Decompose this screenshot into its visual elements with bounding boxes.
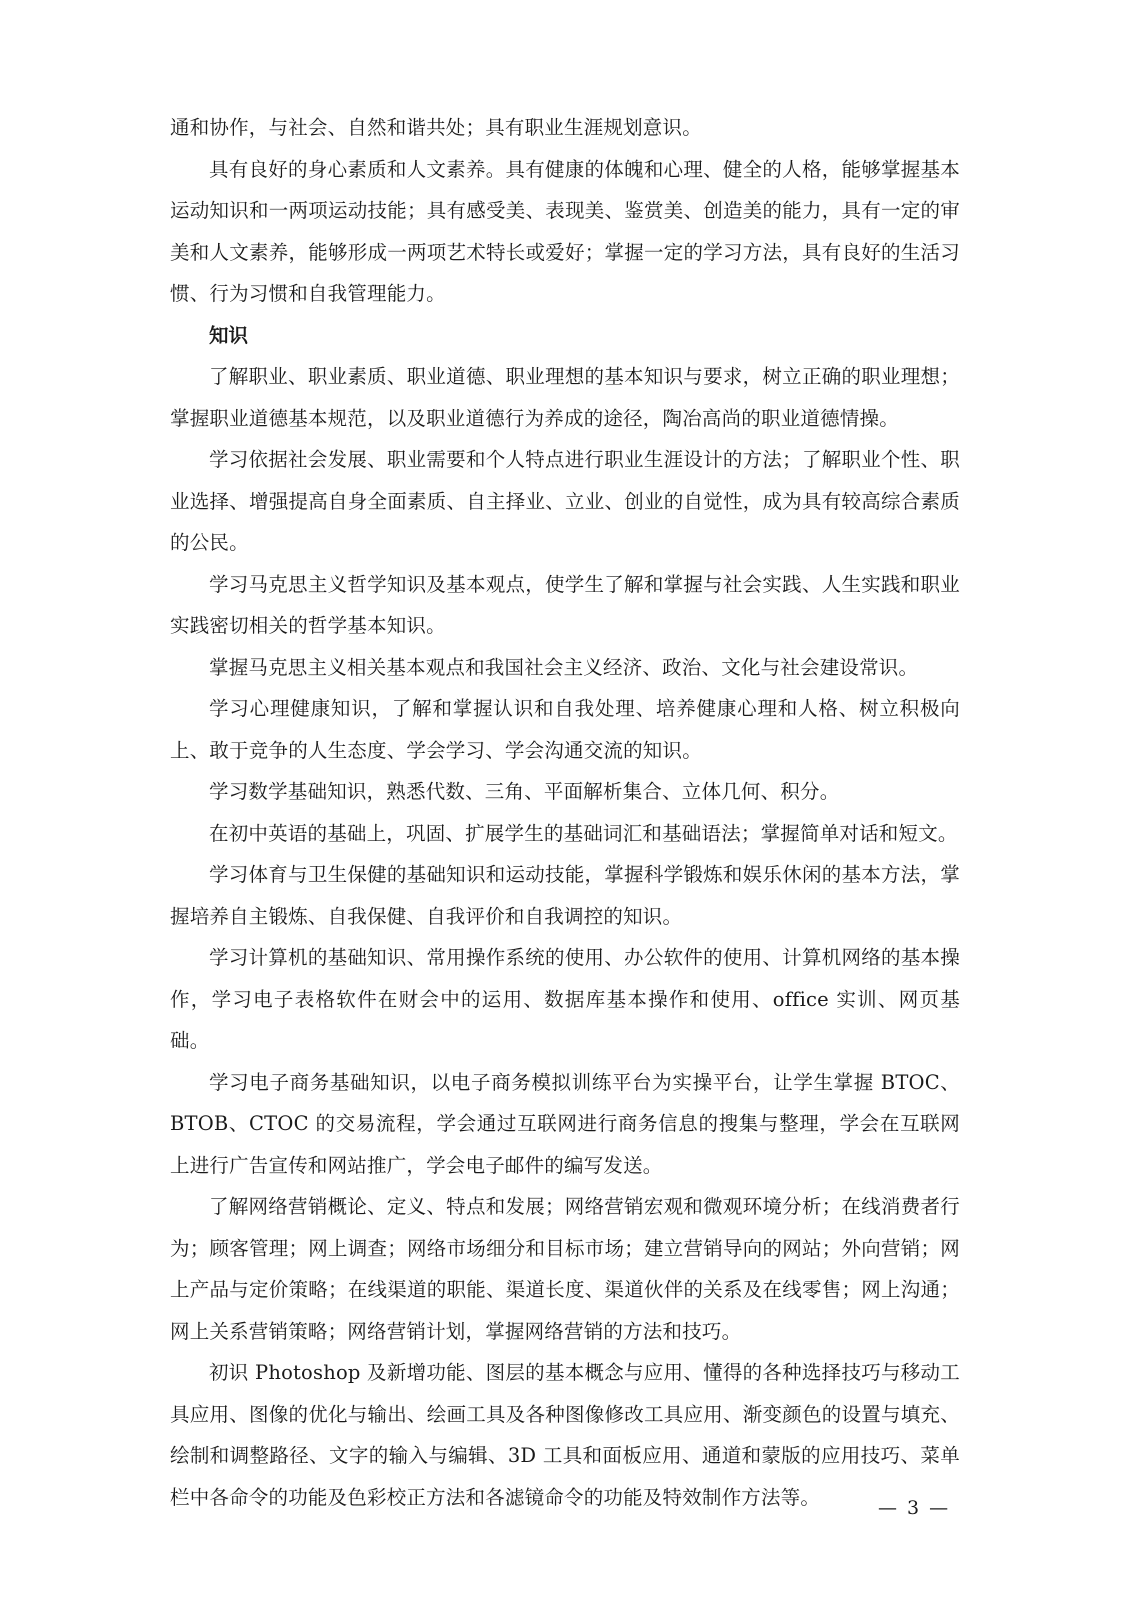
paragraph-ecommerce: 学习电子商务基础知识，以电子商务模拟训练平台为实操平台，让学生掌握 BTOC、BTOB、CTOC 的交易流程，学会通过互联网进行商务信息的搜集与整理，学会在互联网上进行广告宣传和网站推广，学会电子邮件的编写发送。 bbox=[170, 1070, 960, 1177]
paragraph-career-design: 学习依据社会发展、职业需要和个人特点进行职业生涯设计的方法；了解职业个性、职业选择、增强提高自身全面素质、自主择业、立业、创业的自觉性，成为具有较高综合素质的公民。 bbox=[170, 448, 960, 554]
paragraph-computer-basics: 学习计算机的基础知识、常用操作系统的使用、办公软件的使用、计算机网络的基本操作，学习电子表格软件在财会中的运用、数据库基本操作和使用、office 实训、网页基础。 bbox=[170, 946, 960, 1052]
paragraph-network-marketing: 了解网络营销概论、定义、特点和发展；网络营销宏观和微观环境分析；在线消费者行为；顾客管理；网上调查；网络市场细分和目标市场；建立营销导向的网站；外向营销；网上产品与定价策略；在线渠道的职能、渠道长度、渠道伙伴的关系及在线零售；网上沟通；网上关系营销策略；网络营销计划，掌握网络营销的方法和技巧。 bbox=[170, 1195, 960, 1343]
paragraph-continuation: 通和协作，与社会、自然和谐共处；具有职业生涯规划意识。 bbox=[170, 116, 702, 139]
paragraph-math: 学习数学基础知识，熟悉代数、三角、平面解析集合、立体几何、积分。 bbox=[209, 780, 840, 803]
paragraph-english: 在初中英语的基础上，巩固、扩展学生的基础词汇和基础语法；掌握简单对话和短文。 bbox=[209, 821, 958, 845]
paragraph-mental-health: 学习心理健康知识，了解和掌握认识和自我处理、培养健康心理和人格、树立积极向上、敢于竞争的人生态度、学会学习、学会沟通交流的知识。 bbox=[170, 697, 960, 762]
paragraph-body-mind-quality: 具有良好的身心素质和人文素养。具有健康的体魄和心理、健全的人格，能够掌握基本运动知识和一两项运动技能；具有感受美、表现美、鉴赏美、创造美的能力，具有一定的审美和人文素养，能够形成一两项艺术特长或爱好；掌握一定的学习方法，具有良好的生活习惯、行为习惯和自我管理能力。 bbox=[170, 157, 960, 305]
document-body bbox=[170, 107, 960, 1518]
page-number: — 3 — bbox=[878, 1497, 951, 1519]
paragraph-physical-education: 学习体育与卫生保健的基础知识和运动技能，掌握科学锻炼和娱乐休闲的基本方法，掌握培养自主锻炼、自我保健、自我评价和自我调控的知识。 bbox=[170, 863, 960, 928]
paragraph-photoshop: 初识 Photoshop 及新增功能、图层的基本概念与应用、懂得的各种选择技巧与移动工具应用、图像的优化与输出、绘画工具及各种图像修改工具应用、渐变颜色的设置与填充、绘制和调整路径、文字的输入与编辑、3D 工具和面板应用、通道和蒙版的应用技巧、菜单栏中各命令的功能及色彩校正方法和各滤镜命令的功能及特效制作方法等。 bbox=[170, 1361, 960, 1509]
section-heading-knowledge: 知识 bbox=[209, 323, 249, 347]
paragraph-philosophy: 学习马克思主义哲学知识及基本观点，使学生了解和掌握与社会实践、人生实践和职业实践密切相关的哲学基本知识。 bbox=[170, 572, 960, 637]
paragraph-marxism: 掌握马克思主义相关基本观点和我国社会主义经济、政治、文化与社会建设常识。 bbox=[209, 655, 919, 679]
paragraph-career-knowledge: 了解职业、职业素质、职业道德、职业理想的基本知识与要求，树立正确的职业理想；掌握职业道德基本规范，以及职业道德行为养成的途径，陶冶高尚的职业道德情操。 bbox=[170, 365, 960, 430]
